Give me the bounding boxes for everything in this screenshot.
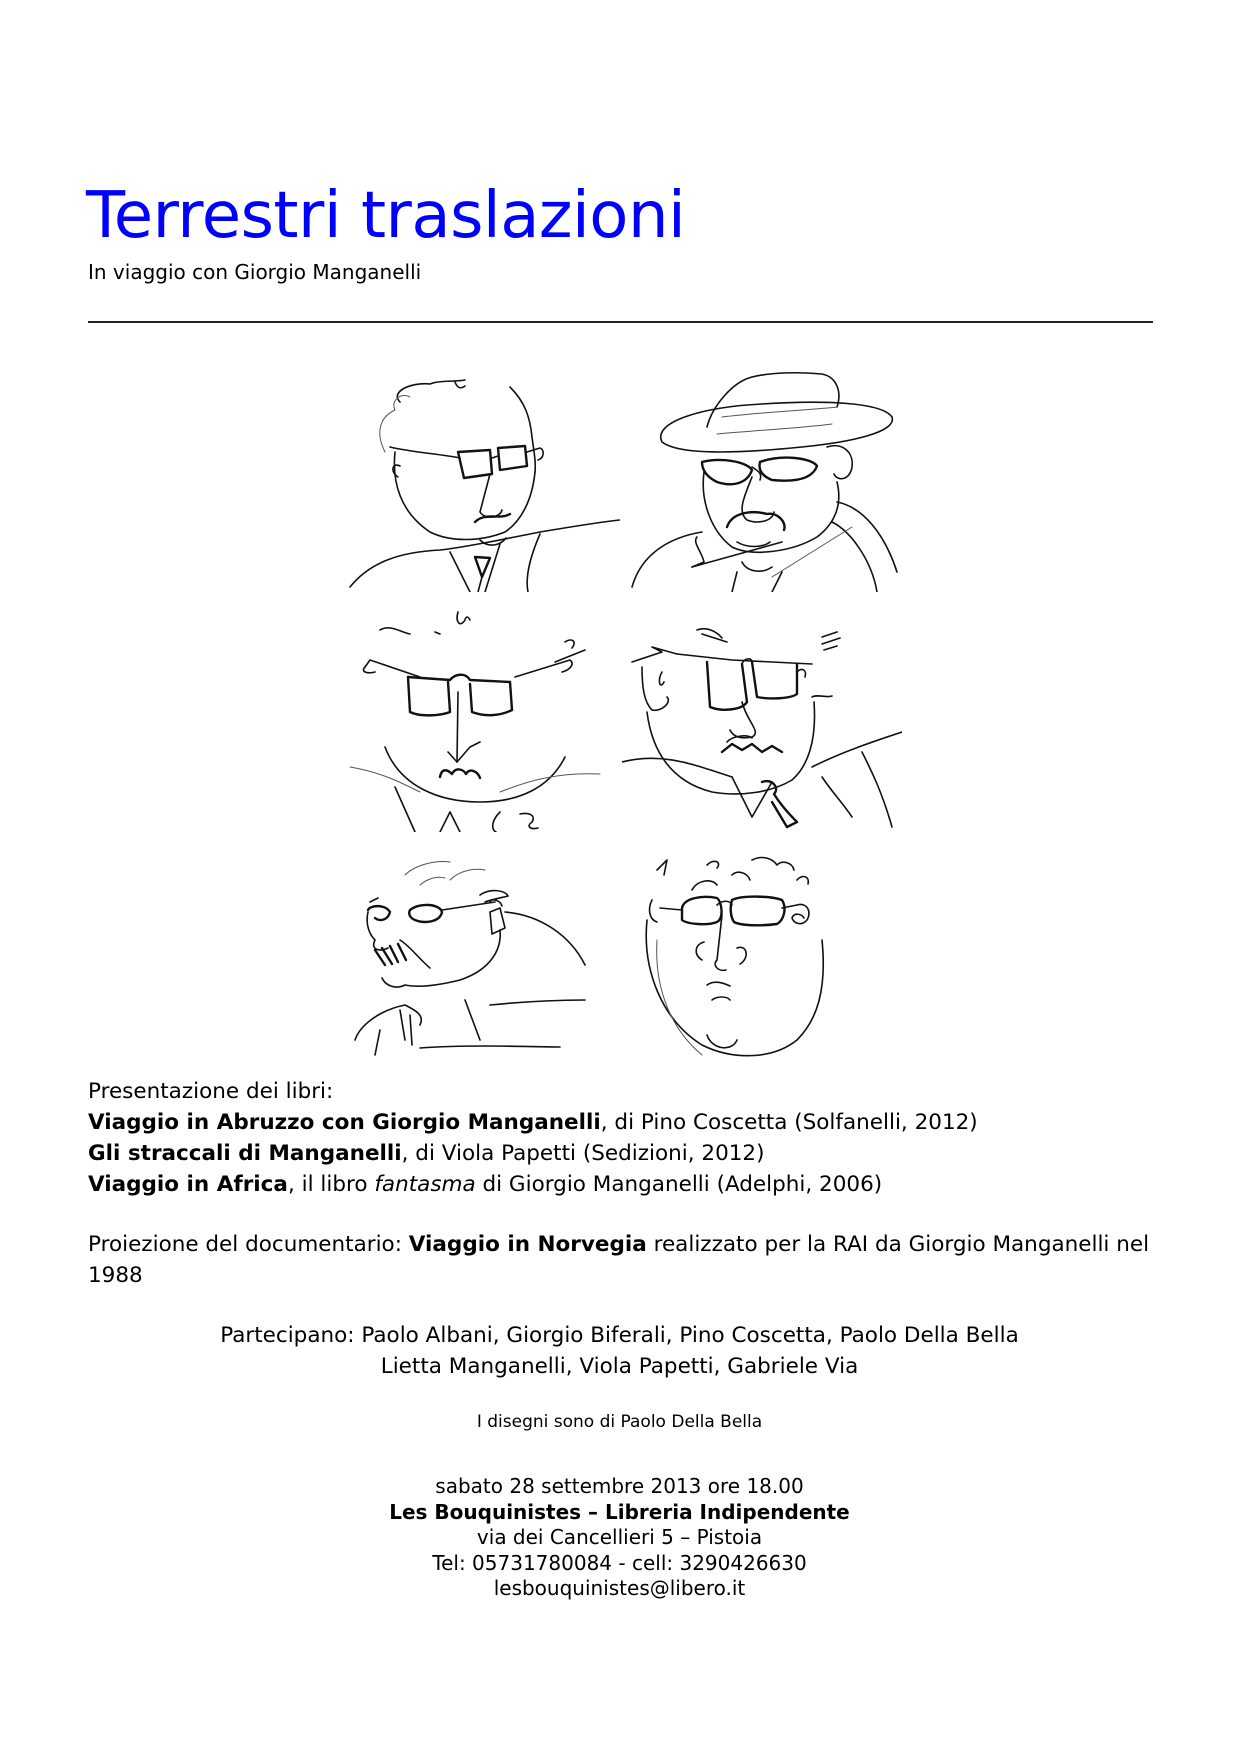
caricature-glasses-tie-icon — [340, 362, 620, 592]
projection-film-title: Viaggio in Norvegia — [408, 1232, 647, 1257]
header-divider — [88, 321, 1153, 323]
book-item — [88, 1107, 1168, 1138]
book-details-italic: fantasma — [374, 1172, 476, 1197]
caricature-hat-icon — [622, 362, 902, 592]
books-section — [88, 1076, 1168, 1200]
event-venue: Les Bouquinistes – Libreria Indipendente — [389, 1499, 850, 1524]
drawings-credit: I disegni sono di Paolo Della Bella — [476, 1412, 763, 1432]
participants-line: Lietta Manganelli, Viola Papetti, Gabriele Via — [380, 1354, 859, 1379]
participants-section — [0, 1320, 1239, 1382]
book-details: , di Viola Papetti (Sedizioni, 2012) — [401, 1141, 765, 1166]
book-title: Viaggio in Africa — [88, 1172, 288, 1197]
page-title: Terrestri traslazioni — [86, 179, 686, 253]
event-info — [0, 1474, 1239, 1602]
book-item — [88, 1138, 1168, 1169]
event-phones: Tel: 05731780084 - cell: 3290426630 — [432, 1550, 807, 1575]
projection-section — [88, 1229, 1168, 1291]
participants-line: Partecipano: Paolo Albani, Giorgio Biferali, Pino Coscetta, Paolo Della Bella — [220, 1323, 1019, 1348]
illustrations-grid — [340, 362, 920, 1072]
event-email[interactable]: lesbouquinistes@libero.it — [493, 1576, 746, 1600]
caricature-round-face-icon — [622, 840, 902, 1070]
caricature-glasses-tie-profile-icon — [622, 602, 902, 832]
caricature-glasses-closeup-icon — [340, 602, 620, 832]
book-title: Gli straccali di Manganelli — [88, 1141, 402, 1166]
books-heading: Presentazione dei libri: — [88, 1079, 334, 1104]
event-datetime: sabato 28 settembre 2013 ore 18.00 — [435, 1474, 804, 1498]
book-item — [88, 1169, 1168, 1200]
projection-prefix: Proiezione del documentario: — [88, 1232, 409, 1257]
book-details: di Giorgio Manganelli (Adelphi, 2006) — [475, 1172, 883, 1197]
book-details-prefix: , il libro — [287, 1172, 375, 1197]
page-subtitle: In viaggio con Giorgio Manganelli — [88, 260, 422, 284]
book-title: Viaggio in Abruzzo con Giorgio Manganelli — [88, 1110, 601, 1135]
caricature-profile-icon — [340, 840, 620, 1070]
projection-suffix: realizzato per la RAI da Giorgio Manganelli nel 1988 — [88, 1232, 1150, 1288]
event-address: via dei Cancellieri 5 – Pistoia — [476, 1525, 763, 1549]
book-details: , di Pino Coscetta (Solfanelli, 2012) — [600, 1110, 978, 1135]
